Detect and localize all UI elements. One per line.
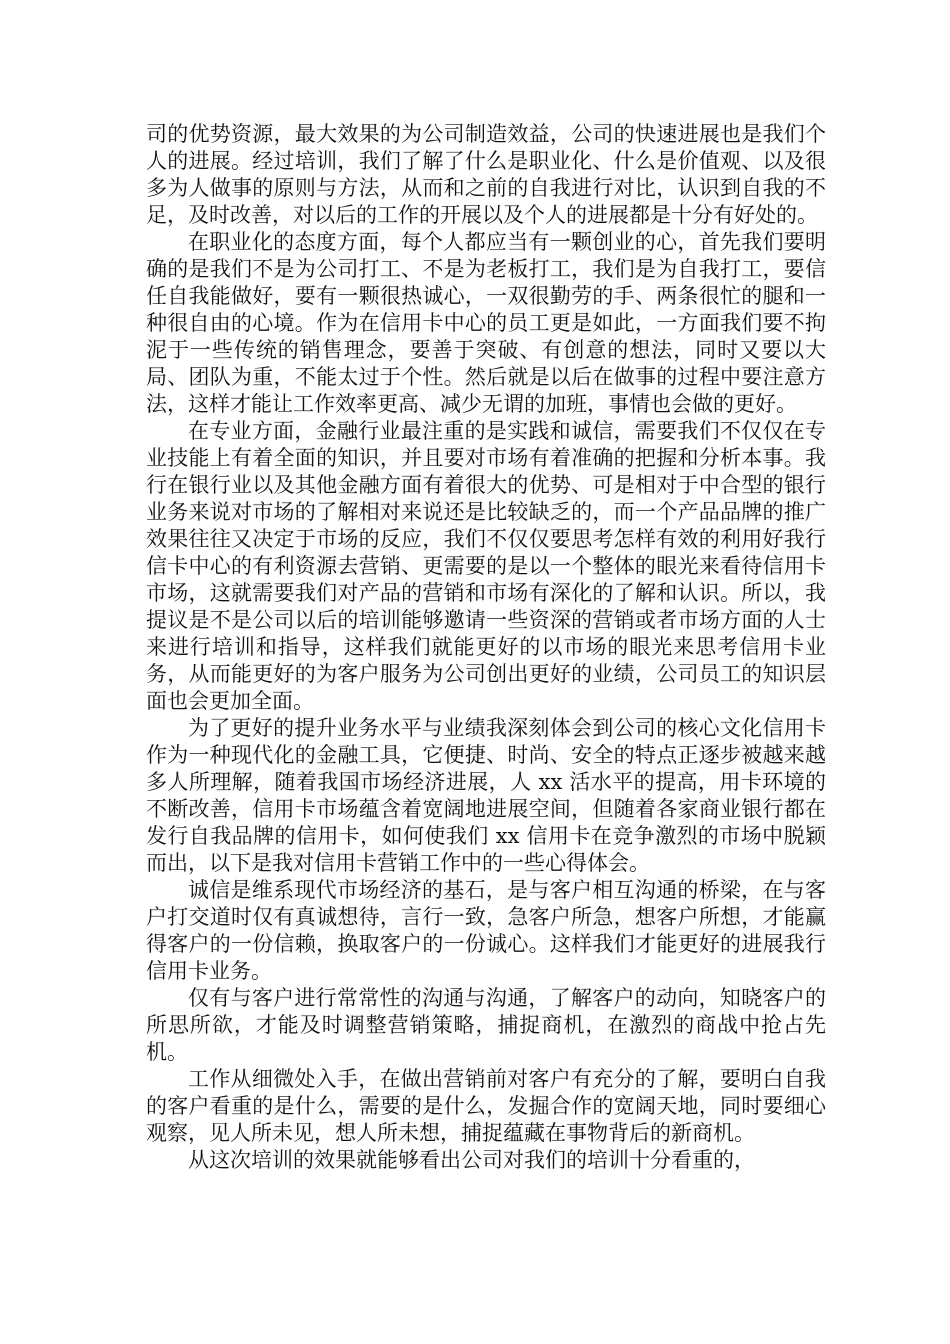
paragraph-3: 在专业方面，金融行业最注重的是实践和诚信，需要我们不仅仅在专业技能上有着全面的知识，并且要对市场有着准确的把握和分析本事。我行在银行业以及其他金融方面有着很大的优势、可是相对于中合型的银行业务来说对市场的了解相对来说还是比较缺乏的，而一个产品品牌的推广效果往往又决定于市场的反应，我们不仅仅要思考怎样有效的利用好我行信卡中心的有利资源去营销、更需要的是以一个整体的眼光来看待信用卡市场，这就需要我们对产品的营销和市场有深化的了解和认识。所以，我提议是不是公司以后的培训能够邀请一些资深的营销或者市场方面的人士来进行培训和指导，这样我们就能更好的以市场的眼光来思考信用卡业务，从而能更好的为客户服务为公司创出更好的业绩，公司员工的知识层面也会更加全面。 bbox=[146, 419, 826, 713]
paragraph-6: 仅有与客户进行常常性的沟通与沟通，了解客户的动向，知晓客户的所思所欲，才能及时调整营销策略，捕捉商机，在激烈的商战中抢占先机。 bbox=[146, 986, 826, 1064]
paragraph-2: 在职业化的态度方面，每个人都应当有一颗创业的心，首先我们要明确的是我们不是为公司打工、不是为老板打工，我们是为自我打工，要信任自我能做好，要有一颗很热诚心，一双很勤劳的手、两条很忙的腿和一种很自由的心境。作为在信用卡中心的员工更是如此，一方面我们要不拘泥于一些传统的销售理念，要善于突破、有创意的想法，同时又要以大局、团队为重，不能太过于个性。然后就是以后在做事的过程中要注意方法，这样才能让工作效率更高、减少无谓的加班，事情也会做的更好。 bbox=[146, 230, 826, 416]
paragraph-1: 司的优势资源，最大效果的为公司制造效益，公司的快速进展也是我们个人的进展。经过培训，我们了解了什么是职业化、什么是价值观、以及很多为人做事的原则与方法，从而和之前的自我进行对比，认识到自我的不足，及时改善，对以后的工作的开展以及个人的进展都是十分有好处的。 bbox=[146, 122, 826, 227]
paragraph-8: 从这次培训的效果就能够看出公司对我们的培训十分看重的， bbox=[188, 1148, 755, 1172]
paragraph-4: 为了更好的提升业务水平与业绩我深刻体会到公司的核心文化信用卡作为一种现代化的金融工具，它便捷、时尚、安全的特点正逐步被越来越多人所理解，随着我国市场经济进展，人 xx 活水平的提高，用卡环境的不断改善，信用卡市场蕴含着宽阔地进展空间，但随着各家商业银行都在发行自我品牌的信用卡，如何使我们 xx 信用卡在竞争激烈的市场中脱颖而出，以下是我对信用卡营销工作中的一些心得体会。 bbox=[146, 716, 826, 875]
paragraph-5: 诚信是维系现代市场经济的基石，是与客户相互沟通的桥梁，在与客户打交道时仅有真诚想待，言行一致，急客户所急，想客户所想，才能赢得客户的一份信赖，换取客户的一份诚心。这样我们才能更好的进展我行信用卡业务。 bbox=[146, 878, 826, 983]
paragraph-7: 工作从细微处入手，在做出营销前对客户有充分的了解，要明白自我的客户看重的是什么，需要的是什么，发掘合作的宽阔天地，同时要细心观察，见人所未见，想人所未想，捕捉蕴藏在事物背后的新商机。 bbox=[146, 1067, 826, 1145]
document-body bbox=[146, 121, 826, 1174]
